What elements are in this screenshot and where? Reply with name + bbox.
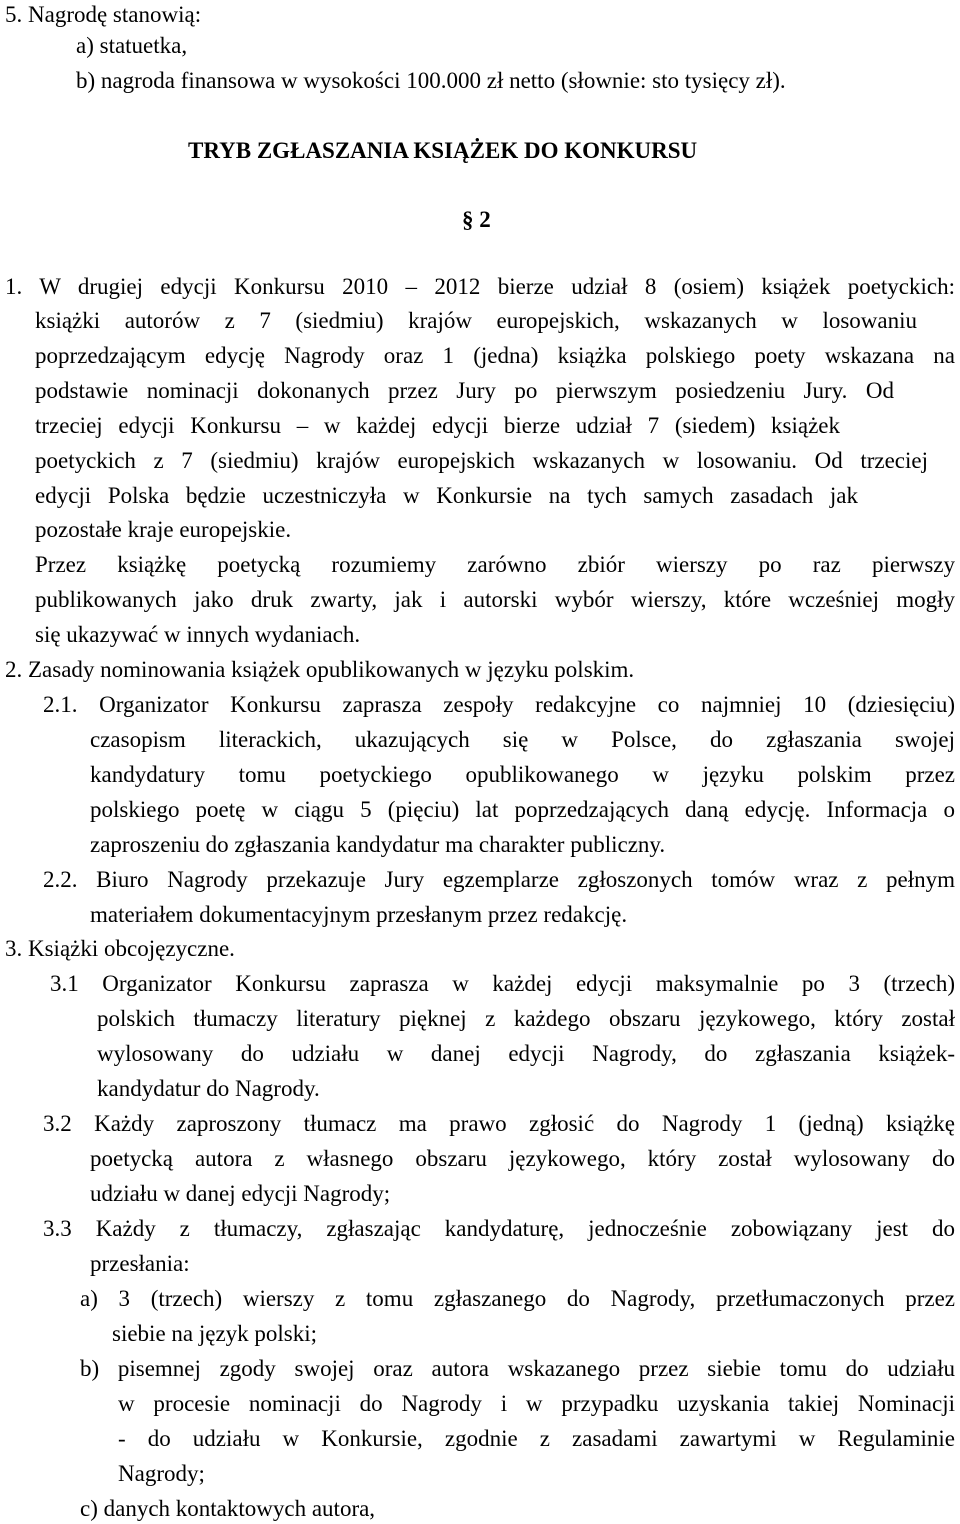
text-line: polskich tłumaczy literatury pięknej z każdego obszaru językowego, który został <box>97 1006 955 1031</box>
text-line: Nagrody; <box>118 1461 205 1486</box>
text-line: edycji Polska będzie uczestniczyła w Konkursie na tych samych zasadach jak <box>35 483 858 508</box>
text-line: udziału w danej edycji Nagrody; <box>90 1181 391 1206</box>
text-line: książki autorów z 7 (siedmiu) krajów europejskich, wskazanych w losowaniu <box>35 308 917 333</box>
list-item-b: b) nagroda finansowa w wysokości 100.000 zł netto (słownie: sto tysięcy zł). <box>76 68 786 93</box>
section-heading: TRYB ZGŁASZANIA KSIĄŻEK DO KONKURSU <box>188 138 698 163</box>
text-line: poetycką autora z własnego obszaru językowego, który został wylosowany do <box>90 1146 955 1171</box>
text-line: - do udziału w Konkursie, zgodnie z zasadami zawartymi w Regulaminie <box>118 1426 955 1451</box>
text-line: zaproszeniu do zgłaszania kandydatur ma charakter publiczny. <box>90 832 666 857</box>
text-line: poetyckich z 7 (siedmiu) krajów europejskich wskazanych w losowaniu. Od trzeciej <box>35 448 928 473</box>
text-line: publikowanych jako druk zwarty, jak i autorski wybór wierszy, które wcześniej mogły <box>35 587 955 612</box>
text-line: kandydatur do Nagrody. <box>97 1076 320 1101</box>
text-line: 2.1. Organizator Konkursu zaprasza zespoły redakcyjne co najmniej 10 (dziesięciu) <box>43 692 955 717</box>
list-item-5: 5. Nagrodę stanowią: <box>5 2 202 27</box>
text-line: wylosowany do udziału w danej edycji Nagrody, do zgłaszania książek- <box>97 1041 955 1066</box>
text-line: trzeciej edycji Konkursu – w każdej edycji bierze udział 7 (siedem) książek <box>35 413 840 438</box>
text-line: 2.2. Biuro Nagrody przekazuje Jury egzemplarze zgłoszonych tomów wraz z pełnym <box>43 867 955 892</box>
text-line: siebie na język polski; <box>112 1321 318 1346</box>
text-line: przesłania: <box>90 1251 190 1276</box>
paragraph-number: § 2 <box>462 207 491 232</box>
text-line: podstawie nominacji dokonanych przez Jury po pierwszym posiedzeniu Jury. Od <box>35 378 894 403</box>
list-item-2: 2. Zasady nominowania książek opublikowanych w języku polskim. <box>5 657 635 682</box>
text-line: 3.2 Każdy zaproszony tłumacz ma prawo zgłosić do Nagrody 1 (jedną) książkę <box>43 1111 955 1136</box>
text-line: 3.1 Organizator Konkursu zaprasza w każdej edycji maksymalnie po 3 (trzech) <box>50 971 955 996</box>
text-line: poprzedzającym edycję Nagrody oraz 1 (jedna) książka polskiego poety wskazana na <box>35 343 955 368</box>
text-line: 1. W drugiej edycji Konkursu 2010 – 2012 bierze udział 8 (osiem) książek poetyckich: <box>5 274 955 299</box>
text-line: polskiego poetę w ciągu 5 (pięciu) lat poprzedzających daną edycję. Informacja o <box>90 797 955 822</box>
list-item-c: c) danych kontaktowych autora, <box>80 1496 376 1521</box>
list-item-a: a) 3 (trzech) wierszy z tomu zgłaszanego do Nagrody, przetłumaczonych przez <box>80 1286 955 1311</box>
list-item-3: 3. Książki obcojęzyczne. <box>5 936 235 961</box>
list-item-b: b) pisemnej zgody swojej oraz autora wskazanego przez siebie tomu do udziału <box>80 1356 955 1381</box>
text-line: Przez książkę poetycką rozumiemy zarówno zbiór wierszy po raz pierwszy <box>35 552 955 577</box>
text-line: w procesie nominacji do Nagrody i w przypadku uzyskania takiej Nominacji <box>118 1391 955 1416</box>
list-item-a: a) statuetka, <box>76 33 188 58</box>
text-line: czasopism literackich, ukazujących się w Polsce, do zgłaszania swojej <box>90 727 955 752</box>
text-line: 3.3 Każdy z tłumaczy, zgłaszając kandydaturę, jednocześnie zobowiązany jest do <box>43 1216 955 1241</box>
text-line: się ukazywać w innych wydaniach. <box>35 622 361 647</box>
text-line: kandydatury tomu poetyckiego opublikowanego w języku polskim przez <box>90 762 955 787</box>
text-line: pozostałe kraje europejskie. <box>35 517 292 542</box>
text-line: materiałem dokumentacyjnym przesłanym przez redakcję. <box>90 902 628 927</box>
